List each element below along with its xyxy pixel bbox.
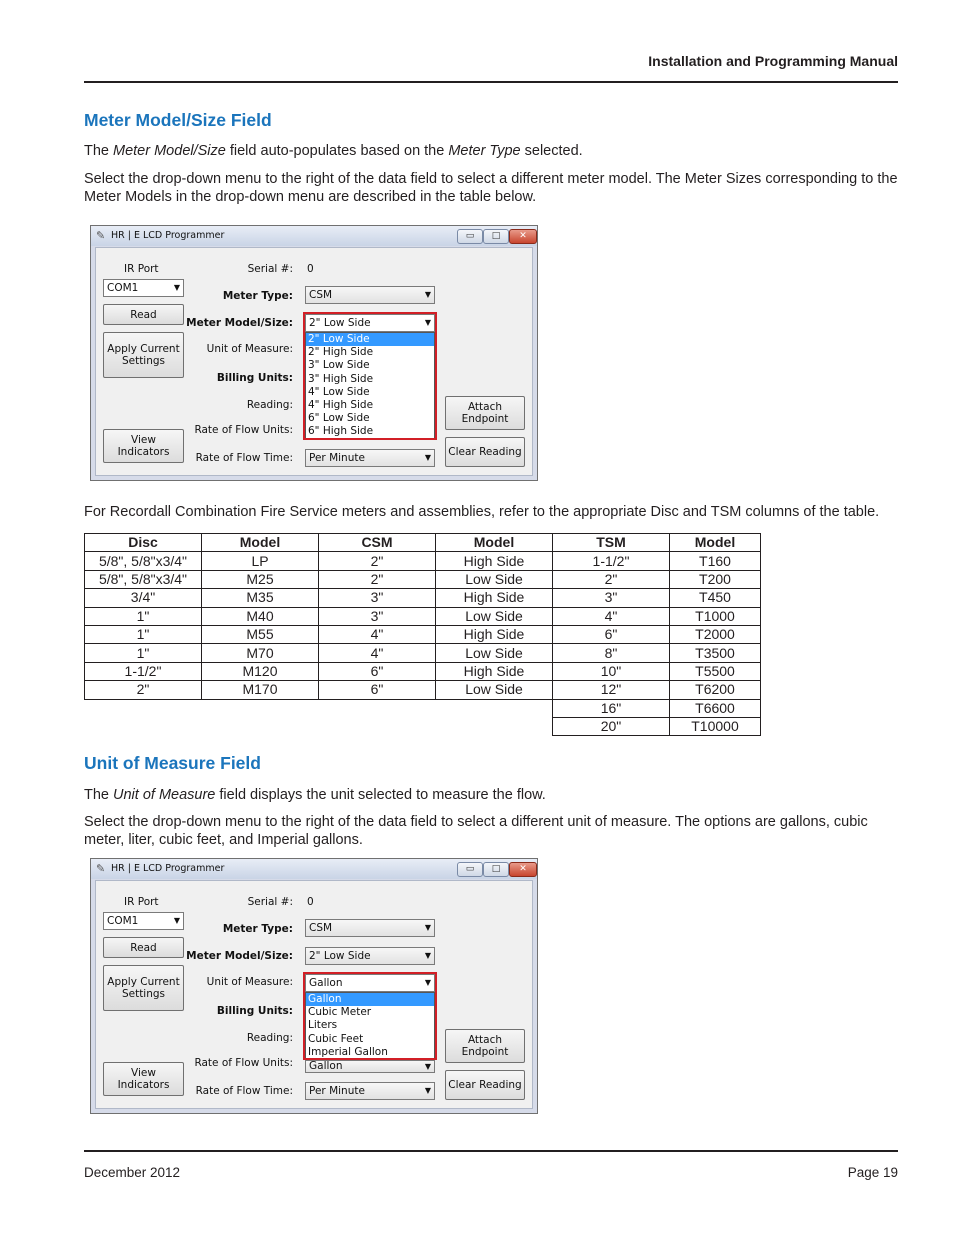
section-heading-unit-of-measure: Unit of Measure Field: [84, 753, 261, 773]
table-cell: 6": [319, 681, 436, 699]
minimize-icon[interactable]: ▭: [457, 862, 483, 877]
table-cell: T5500: [670, 662, 761, 680]
table-cell: M35: [202, 589, 319, 607]
table-cell: M170: [202, 681, 319, 699]
table-cell: Low Side: [436, 570, 553, 588]
attach-endpoint-button[interactable]: Attach Endpoint: [445, 1029, 525, 1063]
header-title: Installation and Programming Manual: [648, 53, 898, 69]
meter-model-label: Meter Model/Size:: [186, 950, 293, 962]
rate-of-flow-time-value: Per Minute: [309, 1085, 365, 1097]
table-cell: M70: [202, 644, 319, 662]
window-titlebar[interactable]: [91, 859, 537, 879]
unit-of-measure-label: Unit of Measure:: [206, 976, 293, 988]
table-cell: 2": [319, 570, 436, 588]
window-title: HR | E LCD Programmer: [111, 230, 225, 241]
table-cell: T200: [670, 570, 761, 588]
com-port-value: COM1: [107, 915, 139, 927]
billing-units-label: Billing Units:: [216, 372, 293, 384]
table-cell: High Side: [436, 589, 553, 607]
table-cell: LP: [202, 552, 319, 570]
meter-type-select[interactable]: [305, 286, 435, 304]
table-cell-empty: [436, 699, 553, 717]
maximize-icon[interactable]: □: [483, 229, 509, 244]
table-cell: 4": [319, 644, 436, 662]
view-indicators-button[interactable]: View Indicators: [103, 1062, 184, 1096]
table-cell: 3/4": [85, 589, 202, 607]
read-button[interactable]: Read: [103, 937, 184, 958]
rate-of-flow-time-value: Per Minute: [309, 452, 365, 464]
table-row: [85, 681, 761, 699]
serial-value: 0: [307, 263, 314, 275]
dropdown-option[interactable]: Imperial Gallon: [308, 1045, 388, 1058]
table-cell: Low Side: [436, 644, 553, 662]
rate-of-flow-time-label: Rate of Flow Time:: [195, 1085, 293, 1097]
table-cell: 1": [85, 607, 202, 625]
com-port-select[interactable]: [103, 279, 184, 297]
dropdown-option[interactable]: 4" High Side: [308, 399, 374, 412]
serial-value: 0: [307, 896, 314, 908]
table-row: [85, 625, 761, 643]
dropdown-option[interactable]: 3" High Side: [308, 372, 374, 385]
table-cell: 2": [553, 570, 670, 588]
meter-model-dropdown-list: [305, 332, 435, 439]
table-cell: 4": [319, 625, 436, 643]
table-cell: 2": [319, 552, 436, 570]
meter-model-select[interactable]: [305, 314, 435, 332]
rate-of-flow-units-value: Gallon: [309, 1060, 343, 1072]
unit-of-measure-dropdown-list: [305, 992, 435, 1059]
table-cell: 4": [553, 607, 670, 625]
app-icon: ✎: [96, 862, 106, 875]
table-cell: 3": [319, 607, 436, 625]
view-indicators-button[interactable]: View Indicators: [103, 429, 184, 463]
table-cell: 3": [553, 589, 670, 607]
chevron-down-icon: ▼: [424, 1062, 431, 1071]
column-header: TSM: [553, 534, 670, 552]
close-icon[interactable]: ✕: [509, 229, 537, 244]
table-row: [85, 607, 761, 625]
chevron-down-icon: ▼: [424, 923, 431, 932]
table-row: [85, 699, 761, 717]
page-number: Page 19: [847, 1165, 898, 1180]
footer-rule: [84, 1150, 898, 1152]
table-cell: T2000: [670, 625, 761, 643]
table-cell: T6600: [670, 699, 761, 717]
table-cell: 6": [553, 625, 670, 643]
dropdown-option[interactable]: 2" High Side: [308, 346, 374, 359]
table-cell: T10000: [670, 717, 761, 735]
chevron-down-icon: ▼: [424, 978, 431, 987]
table-cell: M40: [202, 607, 319, 625]
meter-model-label: Meter Model/Size:: [186, 317, 293, 329]
rate-of-flow-time-select[interactable]: [305, 1082, 435, 1100]
unit-of-measure-value: Gallon: [309, 977, 343, 989]
column-header: CSM: [319, 534, 436, 552]
meter-model-value: 2" Low Side: [309, 950, 371, 962]
paragraph-fire-service: For Recordall Combination Fire Service meters and assemblies, refer to the appropriate Disc and TSM columns of the table.: [84, 504, 880, 520]
meter-type-label: Meter Type:: [222, 923, 293, 935]
clear-reading-button[interactable]: Clear Reading: [445, 437, 525, 467]
table-cell: M120: [202, 662, 319, 680]
ir-port-label: IR Port: [124, 263, 159, 275]
rate-of-flow-units-label: Rate of Flow Units:: [194, 1057, 293, 1069]
table-row: [85, 570, 761, 588]
com-port-select[interactable]: [103, 912, 184, 930]
table-row: [85, 589, 761, 607]
dropdown-option[interactable]: Cubic Feet: [308, 1032, 364, 1045]
apply-current-settings-button[interactable]: Apply Current Settings: [103, 965, 184, 1011]
table-row: [85, 717, 761, 735]
table-cell-empty: [202, 699, 319, 717]
table-cell: 1-1/2": [553, 552, 670, 570]
attach-endpoint-button[interactable]: Attach Endpoint: [445, 396, 525, 430]
paragraph-meter-model-instructions: Select the drop-down menu to the right of the data field to select a different meter model. The Meter Sizes corresponding to the Meter Models in the drop-down menu are described in the table below.: [84, 171, 898, 205]
dropdown-option[interactable]: Gallon: [306, 993, 434, 1006]
meter-type-label: Meter Type:: [222, 290, 293, 302]
dropdown-option[interactable]: 2" Low Side: [306, 333, 434, 346]
chevron-down-icon: ▼: [424, 290, 431, 299]
table-cell: High Side: [436, 662, 553, 680]
serial-label: Serial #:: [247, 263, 293, 275]
column-header: Model: [670, 534, 761, 552]
table-cell: T1000: [670, 607, 761, 625]
reading-label: Reading:: [246, 1032, 293, 1044]
programmer-window-meter-model: [90, 225, 538, 481]
table-cell: Low Side: [436, 681, 553, 699]
section-heading-meter-model: Meter Model/Size Field: [84, 110, 272, 130]
table-cell: M55: [202, 625, 319, 643]
table-cell: T160: [670, 552, 761, 570]
table-cell: 1": [85, 625, 202, 643]
meter-type-value: CSM: [309, 289, 333, 301]
table-cell: M25: [202, 570, 319, 588]
app-icon: ✎: [96, 229, 106, 242]
window-title: HR | E LCD Programmer: [111, 863, 225, 874]
dropdown-option[interactable]: 6" High Side: [308, 425, 374, 438]
rate-of-flow-units-select[interactable]: [305, 1060, 435, 1073]
table-cell: T6200: [670, 681, 761, 699]
read-button[interactable]: Read: [103, 304, 184, 325]
programmer-window-unit-of-measure: [90, 858, 538, 1114]
unit-of-measure-select[interactable]: [305, 974, 435, 992]
com-port-value: COM1: [107, 282, 139, 294]
table-cell-empty: [319, 699, 436, 717]
dropdown-option[interactable]: Liters: [308, 1019, 338, 1032]
table-row: [85, 644, 761, 662]
billing-units-label: Billing Units:: [216, 1005, 293, 1017]
table-cell: 1-1/2": [85, 662, 202, 680]
paragraph-unit-intro: The Unit of Measure field displays the unit selected to measure the flow.: [84, 787, 546, 803]
table-row: [85, 662, 761, 680]
table-header-row: [85, 534, 761, 552]
close-icon[interactable]: ✕: [509, 862, 537, 877]
table-cell: 3": [319, 589, 436, 607]
table-cell-empty: [202, 717, 319, 735]
clear-reading-button[interactable]: Clear Reading: [445, 1070, 525, 1100]
footer-date: December 2012: [84, 1165, 181, 1180]
chevron-down-icon: ▼: [424, 951, 431, 960]
meter-model-value: 2" Low Side: [309, 317, 371, 329]
dropdown-option[interactable]: 3" Low Side: [308, 359, 370, 372]
table-cell: High Side: [436, 552, 553, 570]
apply-current-settings-button[interactable]: Apply Current Settings: [103, 332, 184, 378]
unit-of-measure-label: Unit of Measure:: [206, 343, 293, 355]
reading-label: Reading:: [246, 399, 293, 411]
column-header: Model: [202, 534, 319, 552]
rate-of-flow-time-label: Rate of Flow Time:: [195, 452, 293, 464]
chevron-down-icon: ▼: [424, 453, 431, 462]
minimize-icon[interactable]: ▭: [457, 229, 483, 244]
table-cell-empty: [85, 699, 202, 717]
table-cell: 8": [553, 644, 670, 662]
dropdown-option[interactable]: 6" Low Side: [308, 412, 370, 425]
table-row: [85, 552, 761, 570]
chevron-down-icon: ▼: [173, 916, 180, 925]
table-cell: 16": [553, 699, 670, 717]
maximize-icon[interactable]: □: [483, 862, 509, 877]
ir-port-label: IR Port: [124, 896, 159, 908]
table-cell: 20": [553, 717, 670, 735]
table-cell: T3500: [670, 644, 761, 662]
dropdown-option[interactable]: 4" Low Side: [308, 385, 370, 398]
table-cell: Low Side: [436, 607, 553, 625]
table-cell: 10": [553, 662, 670, 680]
table-cell: 2": [85, 681, 202, 699]
table-cell-empty: [85, 717, 202, 735]
column-header: Model: [436, 534, 553, 552]
table-cell-empty: [319, 717, 436, 735]
table-cell: T450: [670, 589, 761, 607]
serial-label: Serial #:: [247, 896, 293, 908]
table-cell: 5/8", 5/8"x3/4": [85, 552, 202, 570]
meter-model-select[interactable]: [305, 947, 435, 965]
meter-size-table: [84, 533, 761, 736]
header-rule: [84, 81, 898, 83]
paragraph-unit-instructions: Select the drop-down menu to the right of the data field to select a different unit of measure. The options are gallons, cubic meter, liter, cubic feet, and Imperial gallons.: [84, 814, 868, 848]
rate-of-flow-units-label: Rate of Flow Units:: [194, 424, 293, 436]
rate-of-flow-time-select[interactable]: [305, 449, 435, 467]
chevron-down-icon: ▼: [424, 1086, 431, 1095]
table-cell: 1": [85, 644, 202, 662]
paragraph-meter-model-intro: The Meter Model/Size field auto-populates based on the Meter Type selected.: [84, 143, 583, 159]
table-cell-empty: [436, 717, 553, 735]
chevron-down-icon: ▼: [173, 283, 180, 292]
window-titlebar[interactable]: [91, 226, 537, 246]
table-cell: 6": [319, 662, 436, 680]
table-cell: 12": [553, 681, 670, 699]
column-header: Disc: [85, 534, 202, 552]
table-cell: 5/8", 5/8"x3/4": [85, 570, 202, 588]
chevron-down-icon: ▼: [424, 318, 431, 327]
dropdown-option[interactable]: Cubic Meter: [308, 1006, 372, 1019]
table-cell: High Side: [436, 625, 553, 643]
meter-type-select[interactable]: [305, 919, 435, 937]
meter-type-value: CSM: [309, 922, 333, 934]
